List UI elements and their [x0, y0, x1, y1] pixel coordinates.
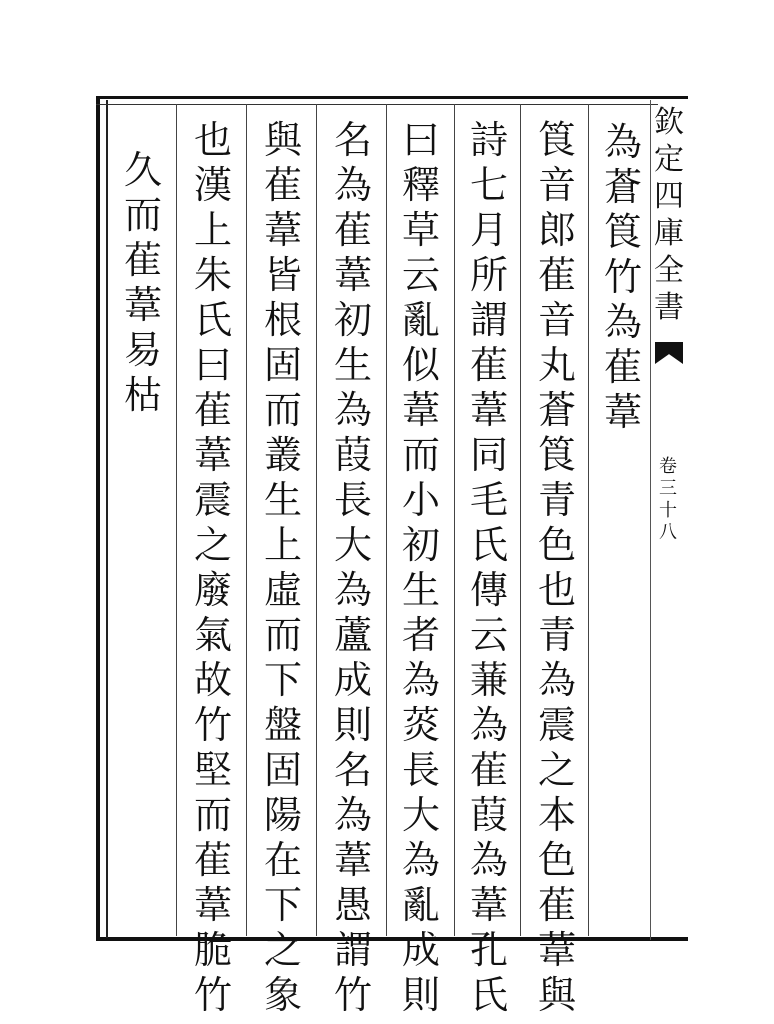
text-character: 初	[401, 523, 440, 567]
text-character: 而	[401, 433, 440, 477]
text-character: 朱	[193, 253, 232, 297]
column-divider	[520, 104, 521, 936]
text-character: 氏	[193, 298, 232, 342]
text-character: 蒼	[603, 165, 642, 209]
text-character: 叢	[263, 433, 302, 477]
text-character: 與	[537, 973, 576, 1017]
text-character: 象	[263, 973, 302, 1017]
text-character: 長	[333, 478, 372, 522]
text-character: 為	[469, 703, 508, 747]
text-character: 震	[193, 478, 232, 522]
text-character: 則	[333, 703, 372, 747]
text-character: 漢	[193, 163, 232, 207]
text-character: 葦	[333, 253, 372, 297]
text-character: 孔	[469, 928, 508, 972]
text-character: 亂	[401, 298, 440, 342]
text-character: 故	[193, 658, 232, 702]
text-character: 久	[123, 148, 162, 192]
text-character: 詩	[469, 118, 508, 162]
text-character: 萑	[193, 838, 232, 882]
text-character: 初	[333, 298, 372, 342]
text-character: 葦	[401, 388, 440, 432]
text-character: 葦	[193, 883, 232, 927]
column-divider	[316, 104, 317, 936]
column-divider	[386, 104, 387, 936]
text-character: 成	[401, 928, 440, 972]
text-character: 生	[263, 478, 302, 522]
text-character: 蘆	[333, 613, 372, 657]
text-character: 為	[333, 388, 372, 432]
text-character: 為	[469, 838, 508, 882]
frame-inner-left-rule	[106, 100, 108, 938]
text-character: 竹	[193, 703, 232, 747]
text-character: 竹	[193, 973, 232, 1017]
text-character: 為	[537, 658, 576, 702]
text-character: 大	[333, 523, 372, 567]
text-character: 音	[537, 298, 576, 342]
text-character: 廢	[193, 568, 232, 612]
text-character: 萑	[537, 883, 576, 927]
text-character: 所	[469, 253, 508, 297]
text-character: 根	[263, 298, 302, 342]
text-character: 葦	[193, 433, 232, 477]
text-character: 色	[537, 523, 576, 567]
text-character: 萑	[263, 163, 302, 207]
text-column-8	[116, 148, 170, 418]
column-divider	[176, 104, 177, 936]
text-character: 七	[469, 163, 508, 207]
margin-character: 八	[659, 522, 677, 543]
margin-character: 定	[654, 142, 684, 177]
text-character: 盤	[263, 703, 302, 747]
text-character: 云	[401, 253, 440, 297]
text-character: 筤	[537, 118, 576, 162]
text-character: 萑	[603, 345, 642, 389]
text-character: 而	[263, 613, 302, 657]
text-character: 名	[333, 748, 372, 792]
text-character: 為	[401, 658, 440, 702]
text-character: 竹	[333, 973, 372, 1017]
text-character: 固	[263, 343, 302, 387]
text-character: 上	[193, 208, 232, 252]
text-character: 堅	[193, 748, 232, 792]
text-character: 氏	[469, 523, 508, 567]
text-character: 生	[401, 568, 440, 612]
text-character: 釋	[401, 163, 440, 207]
text-character: 脆	[193, 928, 232, 972]
text-character: 下	[263, 883, 302, 927]
text-character: 成	[333, 658, 372, 702]
text-character: 固	[263, 748, 302, 792]
text-character: 為	[333, 793, 372, 837]
text-character: 之	[537, 748, 576, 792]
text-column-1	[596, 120, 650, 435]
text-character: 青	[537, 613, 576, 657]
text-character: 大	[401, 793, 440, 837]
margin-character: 四	[654, 179, 684, 214]
text-character: 葦	[263, 208, 302, 252]
text-column-7	[186, 118, 240, 1018]
text-character: 謂	[333, 928, 372, 972]
text-character: 皆	[263, 253, 302, 297]
text-character: 愚	[333, 883, 372, 927]
text-character: 郎	[537, 208, 576, 252]
text-character: 與	[263, 118, 302, 162]
text-column-3	[462, 118, 516, 1018]
text-character: 音	[537, 163, 576, 207]
text-character: 萑	[333, 208, 372, 252]
text-character: 月	[469, 208, 508, 252]
text-character: 氣	[193, 613, 232, 657]
column-divider	[454, 104, 455, 936]
text-character: 萑	[469, 343, 508, 387]
text-character: 色	[537, 838, 576, 882]
text-character: 而	[193, 793, 232, 837]
margin-character: 十	[659, 500, 677, 521]
text-character: 下	[263, 658, 302, 702]
text-character: 枯	[123, 373, 162, 417]
text-character: 葭	[469, 793, 508, 837]
text-character: 長	[401, 748, 440, 792]
text-character: 曰	[193, 343, 232, 387]
text-character: 同	[469, 433, 508, 477]
text-character: 之	[193, 523, 232, 567]
text-character: 曰	[401, 118, 440, 162]
text-character: 為	[603, 300, 642, 344]
text-character: 筤	[537, 433, 576, 477]
text-character: 小	[401, 478, 440, 522]
text-character: 似	[401, 343, 440, 387]
margin-character: 卷	[659, 456, 677, 477]
text-character: 則	[401, 973, 440, 1017]
text-character: 云	[469, 613, 508, 657]
text-column-5	[326, 118, 380, 1018]
text-character: 蒹	[469, 658, 508, 702]
text-character: 生	[333, 343, 372, 387]
text-character: 也	[537, 568, 576, 612]
text-character: 上	[263, 523, 302, 567]
text-character: 毛	[469, 478, 508, 522]
text-character: 本	[537, 793, 576, 837]
text-character: 陽	[263, 793, 302, 837]
text-character: 為	[333, 163, 372, 207]
text-character: 謂	[469, 298, 508, 342]
margin-character: 庫	[654, 216, 684, 251]
text-character: 易	[123, 328, 162, 372]
text-column-2	[530, 118, 584, 1018]
text-character: 竹	[603, 255, 642, 299]
margin-character: 全	[654, 253, 684, 288]
text-character: 萑	[123, 238, 162, 282]
text-character: 萑	[193, 388, 232, 432]
text-character: 蒼	[537, 388, 576, 432]
margin-character: 書	[654, 290, 684, 325]
text-character: 葭	[333, 433, 372, 477]
text-character: 葦	[333, 838, 372, 882]
column-divider	[588, 104, 589, 936]
margin-character: 三	[659, 478, 677, 499]
frame-inner-top-rule	[96, 104, 658, 105]
text-character: 而	[123, 193, 162, 237]
text-character: 為	[333, 568, 372, 612]
text-character: 葦	[123, 283, 162, 327]
text-character: 虛	[263, 568, 302, 612]
text-character: 草	[401, 208, 440, 252]
text-character: 氏	[469, 973, 508, 1017]
text-character: 震	[537, 703, 576, 747]
margin-character: 欽	[654, 105, 684, 140]
text-character: 筤	[603, 210, 642, 254]
text-character: 之	[263, 928, 302, 972]
text-column-6	[256, 118, 310, 1018]
text-character: 葦	[469, 883, 508, 927]
text-character: 者	[401, 613, 440, 657]
text-character: 葦	[537, 928, 576, 972]
margin-book-title	[652, 104, 686, 326]
text-character: 葦	[603, 390, 642, 434]
text-character: 為	[603, 120, 642, 164]
text-character: 萑	[469, 748, 508, 792]
text-character: 傳	[469, 568, 508, 612]
text-character: 萑	[537, 253, 576, 297]
text-character: 而	[263, 388, 302, 432]
text-character: 為	[401, 838, 440, 882]
column-divider	[246, 104, 247, 936]
text-character: 也	[193, 118, 232, 162]
text-character: 名	[333, 118, 372, 162]
text-character: 丸	[537, 343, 576, 387]
text-column-4	[394, 118, 448, 1018]
margin-juan-number	[655, 456, 681, 544]
text-character: 葦	[469, 388, 508, 432]
text-character: 菼	[401, 703, 440, 747]
text-character: 在	[263, 838, 302, 882]
text-character: 青	[537, 478, 576, 522]
text-character: 亂	[401, 883, 440, 927]
